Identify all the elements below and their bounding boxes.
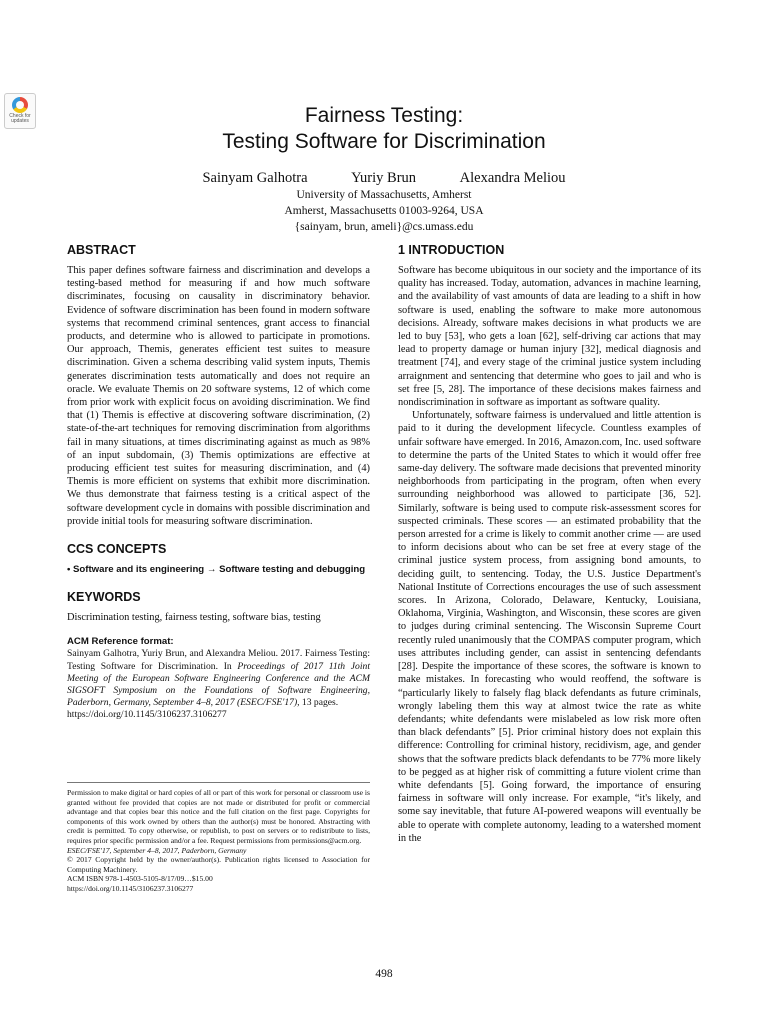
badge-line-1: Check for bbox=[9, 113, 31, 119]
author-list bbox=[100, 169, 668, 187]
title-line-1: Fairness Testing: bbox=[304, 104, 464, 127]
author-3: Alexandra Meliou bbox=[459, 170, 566, 186]
footnote-doi[interactable]: https://doi.org/10.1145/3106237.3106277 bbox=[67, 883, 194, 893]
paper-title bbox=[100, 103, 668, 155]
keywords-heading: KEYWORDS bbox=[67, 590, 141, 605]
introduction-heading: 1 INTRODUCTION bbox=[398, 243, 505, 257]
affiliation-university: University of Massachusetts, Amherst bbox=[296, 189, 472, 201]
author-1: Sainyam Galhotra bbox=[202, 170, 308, 186]
abstract-heading: ABSTRACT bbox=[67, 243, 136, 257]
ccs-heading: CCS CONCEPTS bbox=[67, 542, 167, 557]
right-column bbox=[398, 242, 701, 845]
acm-reference-doi[interactable]: https://doi.org/10.1145/3106237.3106277 bbox=[67, 709, 227, 721]
footnote-permission: Permission to make digital or hard copies of all or part of this work for personal or classroom use is granted without fee provided that copies are not made or distributed for profit or commercial advantage and that copies bear this notice and the full citation on the first page. Copyrights for components of this work owned by others than the author(s) must be honored. Abstracting with credit is permitted. To copy otherwise, or republish, to post on servers or to redistribute to lists, requires prior specific permission and/or a fee. Request permissions from permissions@acm.org. bbox=[67, 788, 370, 845]
left-column bbox=[67, 242, 370, 722]
acm-reference-heading: ACM Reference format: bbox=[67, 636, 174, 648]
page-number: 498 bbox=[375, 968, 393, 980]
author-2: Yuriy Brun bbox=[351, 170, 417, 186]
crossmark-icon bbox=[12, 97, 28, 113]
acm-reference-text: Sainyam Galhotra, Yuriy Brun, and Alexandra Meliou. 2017. Fairness Testing: Testing Software for Discrimination. In Proceedings of 2017 11th Joint Meeting of the European Software Engineering Conference and the ACM SIGSOFT Symposium on the Foundations of Software Engineering, Paderborn, Germany, September 4–8, 2017 (ESEC/FSE'17), 13 pages. https://doi.org/10.1145/3106237.3106277 bbox=[67, 648, 370, 721]
title-line-2: Testing Software for Discrimination bbox=[222, 130, 546, 153]
intro-paragraph-2: Unfortunately, software fairness is undervalued and little attention is paid to it during the development lifecycle. Countless examples of unfair software have emerged. In 2016, Amazon.com, Inc. used software to determine the parts of the United States to which it would offer free same-day delivery. The software made decisions that prevented minority neighborhoods from participating in the program, often when every surrounding neighborhood was allowed to participate [36, 52]. Similarly, software is being used to compute risk-assessment scores for suspected criminals. These scores — an estimated probability that the person arrested for a crime is likely to commit another crime — are used to inform decisions about who can be set free at every stage of the criminal justice system process, from assigning bond amounts, to deciding guilt, to sentencing. Today, the U.S. Justice Department's National Institute of Corrections encourages the use of such assessment scores. In Arizona, Colorado, Delaware, Kentucky, Louisiana, Oklahoma, Virginia, Washington, and Wisconsin, these scores are given to judges during criminal sentencing. The Wisconsin Supreme Court recently ruled unanimously that the COMPAS computer program, which uses attributes including gender, can assist in sentencing defendants [28]. Despite the importance of these scores, the software is known to make mistakes. In forecasting who would reoffend, the software is “particularly likely to falsely flag black defendants as future criminals, wrongly labeling them this way at almost twice the rate as white defendants; white defendants were mislabeled as low risk more often than black defendants” [5]. Prior criminal history does not explain this difference: Controlling for criminal history, recidivism, age, and gender shows that the software predicts black defendants to be 77% more likely to be pegged as at higher risk of committing a future violent crime than white defendants [5]. Going forward, the importance of ensuring fairness in software will only increase. For example, “it's likely, and some say inevitable, that future AI-powered weapons will eventually be able to operate with complete autonomy, leading to a watershed moment in the bbox=[398, 410, 701, 844]
affiliation-address: Amherst, Massachusetts 01003-9264, USA bbox=[284, 205, 484, 217]
intro-paragraph-1: Software has become ubiquitous in our society and the importance of its quality has increased. Today, automation, advances in machine learning, and the availability of vast amounts of data are leading to a shift in how software is used, enabling the software to make more autonomous decisions. Already, software makes decisions in what products we are led to buy [53], who gets a loan [62], self-driving car actions that may lead to property damage or human injury [32], medical diagnosis and treatment [74], and every stage of the criminal justice system including arraignment and sentencing that determine who goes to jail and who is set free [5, 28]. The importance of these decisions makes fairness and nondiscrimination in software as important as software quality. bbox=[398, 265, 701, 409]
affiliation bbox=[100, 187, 668, 235]
check-for-updates-badge[interactable] bbox=[4, 93, 36, 129]
footnote-conference: ESEC/FSE'17, September 4–8, 2017, Paderborn, Germany bbox=[67, 845, 247, 855]
abstract-text: This paper defines software fairness and discrimination and develops a testing-based method for measuring if and how much software discriminates, focusing on causality in discriminatory behavior. Evidence of software discrimination has been found in modern software systems that recommend criminal sentences, grant access to financial products, and determine who is allowed to participate in promotions. Our approach, Themis, generates efficient test suites to measure discrimination. Given a schema describing valid system inputs, Themis generates discrimination tests automatically and does not require an oracle. We evaluate Themis on 20 software systems, 12 of which come from prior work with explicit focus on avoiding discrimination. We find that (1) Themis is effective at discovering software discrimination, (2) state-of-the-art techniques for removing discrimination from algorithms fail in many situations, at times discriminating against as much as 98% of an input subdomain, (3) Themis optimizations are effective at producing efficient test suites for measuring discrimination, and (4) Themis is more efficient on systems that exhibit more discrimination. We thus demonstrate that fairness testing is a critical aspect of the software development cycle in domains with possible discrimination and provide initial tools for measuring software discrimination. bbox=[67, 265, 370, 527]
badge-line-2: updates bbox=[11, 118, 29, 124]
ccs-text: • Software and its engineering → Software testing and debugging bbox=[67, 564, 366, 576]
permission-footnote bbox=[67, 782, 370, 894]
footnote-copyright: © 2017 Copyright held by the owner/author(s). Publication rights licensed to Association for Computing Machinery. bbox=[67, 855, 370, 874]
affiliation-emails: {sainyam, brun, ameli}@cs.umass.edu bbox=[294, 221, 474, 233]
footnote-isbn: ACM ISBN 978-1-4503-5105-8/17/09…$15.00 bbox=[67, 874, 213, 884]
keywords-text: Discrimination testing, fairness testing, software bias, testing bbox=[67, 612, 321, 624]
